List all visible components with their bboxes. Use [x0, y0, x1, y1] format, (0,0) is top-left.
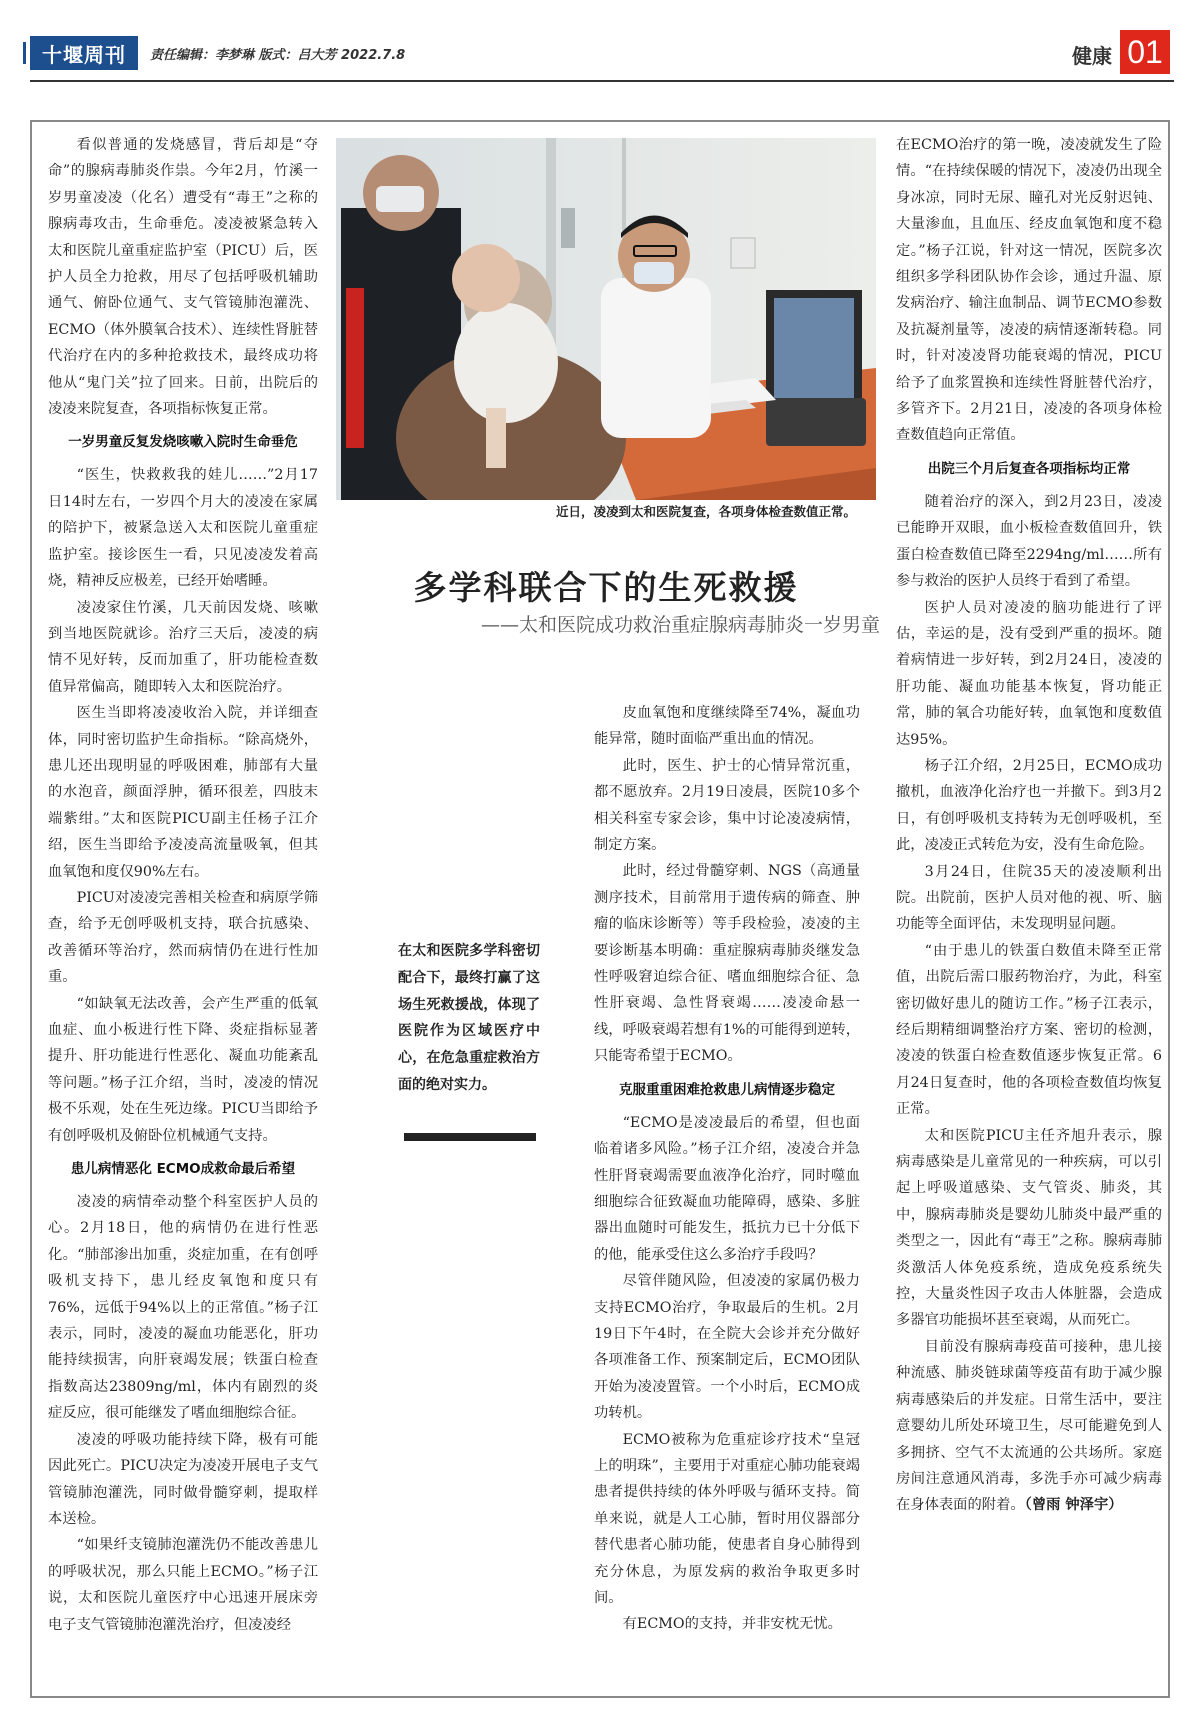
paragraph: 在ECMO治疗的第一晚，凌凌就发生了险情。“在持续保暖的情况下，凌凌仍出现全身冰凉，同时无尿、瞳孔对光反射迟钝、大量渗血，且血压、经皮血氧饱和度不稳定。”杨子江说，针对这一情况，医院多次组织多学科团队协作会诊，通过升温、原发病治疗、输注血制品、调节ECMO参数及抗凝剂量等，凌凌的病情逐渐转稳。同时，针对凌凌肾功能衰竭的情况，PICU给予了血浆置换和连续性肾脏替代治疗，多管齐下。2月21日，凌凌的各项身体检查数值趋向正常值。: [896, 137, 1162, 444]
section-heading: 克服重重困难抢救患儿病情逐步稳定: [619, 1081, 835, 1098]
pull-quote-rule: [404, 1133, 536, 1141]
article-headline: 多学科联合下的生死救援: [413, 568, 799, 607]
page-number-badge: 01: [1120, 30, 1170, 74]
header-rule: [30, 80, 1174, 82]
paragraph: 随着治疗的深入，到2月23日，凌凌已能睁开双眼，血小板检查数值回升，铁蛋白检查数值已降至2294ng/ml……所有参与救治的医护人员终于看到了希望。: [896, 493, 1162, 590]
paragraph: 医生当即将凌凌收治入院，并详细查体，同时密切监护生命指标。“除高烧外，患儿还出现明显的呼吸困难，肺部有大量的水泡音，颜面浮肿，循环很差，四肢末端紫绀。”太和医院PICU副主任杨子江介绍，医生当即给予凌凌高流量吸氧，但其血氧饱和度仅90%左右。: [48, 705, 318, 880]
section-heading: 出院三个月后复查各项指标均正常: [927, 460, 1131, 477]
paragraph: 太和医院PICU主任齐旭升表示，腺病毒感染是儿童常见的一种疾病，可以引起上呼吸道感染、支气管炎、肺炎，其中，腺病毒肺炎是婴幼儿肺炎中最严重的类型之一，因此有“毒王”之称。腺病毒肺炎激活人体免疫系统，造成免疫系统失控，大量炎性因子攻击人体脏器，会造成多器官功能损坏甚至衰竭，从而死亡。: [896, 1127, 1162, 1329]
editor-credits: 责任编辑：李梦琳 版式：吕大芳 2022.7.8: [150, 48, 406, 63]
article-photo: [336, 138, 876, 500]
paragraph: 此时，医生、护士的心情异常沉重，都不愿放弃。2月19日凌晨，医院10多个相关科室专家会诊，集中讨论凌凌病情，制定方案。: [594, 757, 860, 854]
paragraph: 医护人员对凌凌的脑功能进行了评估，幸运的是，没有受到严重的损坏。随着病情进一步好转，到2月24日，凌凌的肝功能、凝血功能基本恢复，肾功能正常，肺的氧合功能好转，血氧饱和度数值达95%。: [896, 599, 1162, 748]
article-column-3: [896, 132, 1162, 1519]
paragraph: 尽管伴随风险，但凌凌的家属仍极力支持ECMO治疗，争取最后的生机。2月19日下午4时，在全院大会诊并充分做好各项准备工作、预案制定后，ECMO团队开始为凌凌置管。一个小时后，ECMO成功转机。: [594, 1273, 860, 1422]
paragraph: “ECMO是凌凌最后的希望，但也面临着诸多风险。”杨子江介绍，凌凌合并急性肝肾衰竭需要血液净化治疗，同时噬血细胞综合征致凝血功能障碍，感染、多脏器出血随时可能发生，抵抗力已十分低下的他，能承受住这么多治疗手段吗？: [594, 1114, 860, 1263]
paragraph: [896, 1334, 1162, 1519]
paragraph: 3月24日，住院35天的凌凌顺利出院。出院前，医护人员对他的视、听、脑功能等全面评估，未发现明显问题。: [896, 863, 1162, 933]
paragraph: 凌凌的病情牵动整个科室医护人员的心。2月18日，他的病情仍在进行性恶化。“肺部渗出加重，炎症加重，在有创呼吸机支持下，患儿经皮氧饱和度只有76%，远低于94%以上的正常值。”杨子江表示，同时，凌凌的凝血功能恶化，肝功能持续损害，向肝衰竭发展；铁蛋白检查指数高达23809ng/ml，体内有剧烈的炎症反应，很可能继发了嗜血细胞综合征。: [48, 1194, 318, 1422]
paragraph: 杨子江介绍，2月25日，ECMO成功撤机，血液净化治疗也一并撤下。到3月2日，有创呼吸机支持转为无创呼吸机，至此，凌凌正式转危为安，没有生命危险。: [896, 757, 1162, 854]
newspaper-logo: 十堰周刊: [30, 36, 138, 70]
paragraph: 凌凌家住竹溪，几天前因发烧、咳嗽到当地医院就诊。治疗三天后，凌凌的病情不见好转，反而加重了，肝功能检查数值异常偏高，随即转入太和医院治疗。: [48, 599, 318, 695]
article-column-2: [594, 700, 860, 1638]
paragraph: ECMO被称为危重症诊疗技术“皇冠上的明珠”，主要用于对重症心肺功能衰竭患者提供持续的体外呼吸与循环支持。简单来说，就是人工心肺，暂时用仪器部分替代患者心肺功能，使患者自身心肺得到充分休息，为原发病的救治争取更多时间。: [594, 1431, 860, 1606]
article-subheadline: ——太和医院成功救治重症腺病毒肺炎一岁男童: [480, 614, 880, 636]
paragraph: “如果纤支镜肺泡灌洗仍不能改善患儿的呼吸状况，那么只能上ECMO。”杨子江说，太和医院儿童医疗中心迅速开展床旁电子支气管镜肺泡灌洗治疗，但凌凌经: [48, 1537, 318, 1633]
photo-caption: 近日，凌凌到太和医院复查，各项身体检查数值正常。: [555, 504, 856, 519]
article-column-1: [48, 132, 318, 1638]
section-title: 健康: [1072, 44, 1112, 68]
paragraph: 有ECMO的支持，并非安枕无忧。: [622, 1616, 842, 1633]
paragraph: 皮血氧饱和度继续降至74%，凝血功能异常，随时面临严重出血的情况。: [594, 705, 860, 748]
paragraph: 此时，经过骨髓穿刺、NGS（高通量测序技术，目前常用于遗传病的筛查、肿瘤的临床诊断等）等手段检验，凌凌的主要诊断基本明确：重症腺病毒肺炎继发急性呼吸窘迫综合征、嗜血细胞综合征、急性肝衰竭、急性肾衰竭……凌凌命悬一线，呼吸衰竭若想有1%的可能得到逆转，只能寄希望于ECMO。: [594, 863, 860, 1065]
pull-quote: 在太和医院多学科密切配合下，最终打赢了这场生死救援战，体现了医院作为区域医疗中心，在危急重症救治方面的绝对实力。: [398, 943, 540, 1093]
section-heading: 一岁男童反复发烧咳嗽入院时生命垂危: [68, 434, 298, 451]
paragraph: PICU对凌凌完善相关检查和病原学筛查，给予无创呼吸机支持，联合抗感染、改善循环等治疗，然而病情仍在进行性加重。: [48, 889, 318, 986]
paragraph: “由于患儿的铁蛋白数值未降至正常值，出院后需口服药物治疗，为此，科室密切做好患儿的随访工作。”杨子江表示，经后期精细调整治疗方案、密切的检测，凌凌的铁蛋白检查数值逐步恢复正常。6月24日复查时，他的各项检查数值均恢复正常。: [896, 942, 1162, 1118]
paragraph: “如缺氧无法改善，会产生严重的低氧血症、血小板进行性下降、炎症指标显著提升、肝功能进行性恶化、凝血功能紊乱等问题。”杨子江介绍，当时，凌凌的情况极不乐观，处在生死边缘。PICU当即给予有创呼吸机及俯卧位机械通气支持。: [48, 995, 318, 1144]
paragraph: 凌凌的呼吸功能持续下降，极有可能因此死亡。PICU决定为凌凌开展电子支气管镜肺泡灌洗，同时做骨髓穿刺，提取样本送检。: [48, 1431, 318, 1527]
byline: （曾雨 钟泽宇）: [1024, 1497, 1123, 1514]
paragraph-text: 目前没有腺病毒疫苗可接种，患儿接种流感、肺炎链球菌等疫苗有助于减少腺病毒感染后的并发症。日常生活中，要注意婴幼儿所处环境卫生，尽可能避免到人多拥挤、空气不太流通的公共场所。家庭房间注意通风消毒，多洗手亦可减少病毒在身体表面的附着。: [896, 1338, 1162, 1514]
paragraph: “医生，快救救我的娃儿……”2月17日14时左右，一岁四个月大的凌凌在家属的陪护下，被紧急送入太和医院儿童重症监护室。接诊医生一看，只见凌凌发着高烧，精神反应极差，已经开始嗜睡。: [48, 467, 318, 590]
section-heading: 患儿病情恶化 ECMO成救命最后希望: [70, 1161, 296, 1178]
paragraph: 看似普通的发烧感冒，背后却是“夺命”的腺病毒肺炎作祟。今年2月，竹溪一岁男童凌凌（化名）遭受有“毒王”之称的腺病毒攻击，生命垂危。凌凌被紧急转入太和医院儿童重症监护室（PICU）后，医护人员全力抢救，用尽了包括呼吸机辅助通气、俯卧位通气、支气管镜肺泡灌洗、ECMO（体外膜氧合技术）、连续性肾脏替代治疗在内的多种抢救技术，最终成功将他从“鬼门关”拉了回来。日前，出院后的凌凌来院复查，各项指标恢复正常。: [48, 137, 318, 418]
